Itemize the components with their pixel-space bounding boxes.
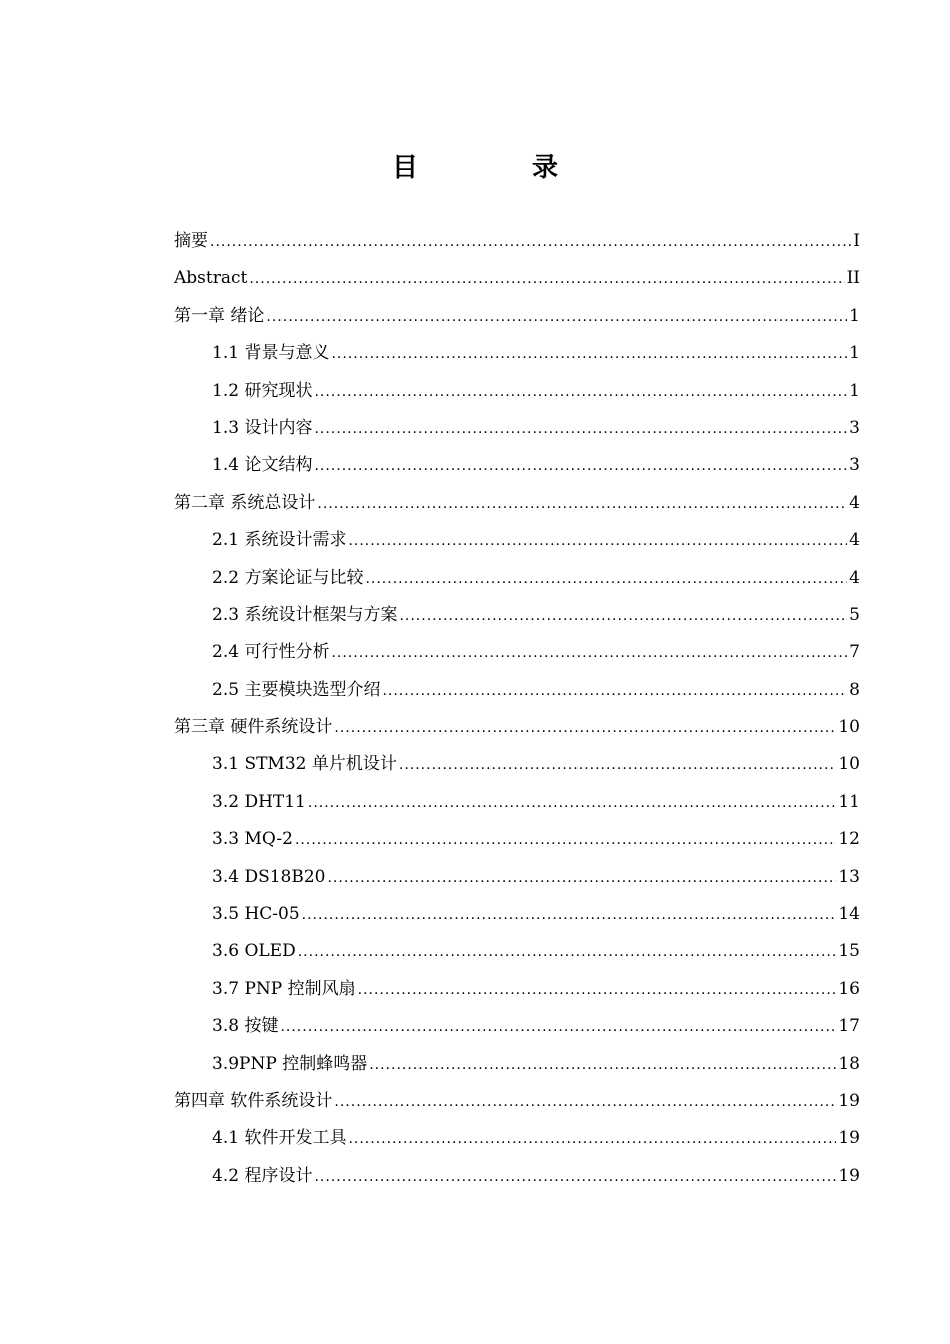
toc-dot-leader <box>302 897 837 934</box>
toc-entry[interactable] <box>174 672 860 709</box>
toc-entry-label: 摘要 <box>174 231 208 251</box>
toc-dot-leader <box>327 860 836 897</box>
toc-entry-label: 3.6 OLED <box>212 941 296 962</box>
toc-entry-page-number: 3 <box>849 455 860 476</box>
toc-dot-leader <box>314 1159 836 1196</box>
toc-entry[interactable] <box>174 821 860 858</box>
toc-entry-label: 1.4 论文结构 <box>212 455 313 476</box>
toc-entry[interactable] <box>174 746 860 783</box>
toc-entry[interactable] <box>174 859 860 896</box>
toc-entry-label: 3.7 PNP 控制风扇 <box>212 978 356 999</box>
toc-dot-leader <box>382 673 847 710</box>
toc-entry-label: 第一章 绪论 <box>174 305 265 326</box>
toc-dot-leader <box>369 1047 836 1084</box>
toc-entry-page-number: 10 <box>838 717 860 738</box>
toc-entry[interactable] <box>174 933 860 970</box>
toc-entry-label: 3.5 HC-05 <box>212 904 300 925</box>
toc-dot-leader <box>358 972 837 1009</box>
toc-entry-page-number: 1 <box>849 305 860 326</box>
toc-entry-label: 3.4 DS18B20 <box>212 866 326 887</box>
toc-entry[interactable] <box>174 597 860 634</box>
toc-entry-label: 1.3 设计内容 <box>212 417 313 438</box>
toc-entry[interactable] <box>174 447 860 484</box>
toc-dot-leader <box>314 374 847 411</box>
toc-entry-label: 3.2 DHT11 <box>212 791 306 812</box>
toc-entry-page-number: 16 <box>838 978 860 999</box>
toc-entry-page-number: 1 <box>849 380 860 401</box>
toc-entry-page-number: 5 <box>849 604 860 625</box>
toc-entry[interactable] <box>174 1008 860 1045</box>
toc-entry-page-number: 3 <box>849 417 860 438</box>
toc-entry-page-number: II <box>846 268 860 289</box>
toc-entry-label: 3.1 STM32 单片机设计 <box>212 754 397 775</box>
toc-dot-leader <box>298 934 837 971</box>
toc-entry-label: 1.2 研究现状 <box>212 380 313 401</box>
toc-dot-leader <box>314 448 847 485</box>
toc-entry-label: 2.3 系统设计框架与方案 <box>212 604 398 625</box>
toc-dot-leader <box>249 261 844 298</box>
toc-entry-page-number: 12 <box>838 829 860 850</box>
toc-entry-label: 3.9PNP 控制蜂鸣器 <box>212 1053 368 1074</box>
toc-entry[interactable] <box>174 971 860 1008</box>
toc-entry-page-number: 10 <box>838 754 860 775</box>
toc-entry-label: 2.5 主要模块选型介绍 <box>212 679 381 700</box>
toc-entry[interactable] <box>174 373 860 410</box>
toc-entry[interactable] <box>174 1046 860 1083</box>
toc-entry-label: 第三章 硬件系统设计 <box>174 717 333 738</box>
toc-entry-page-number: 18 <box>838 1053 860 1074</box>
toc-entry-page-number: 8 <box>849 679 860 700</box>
toc-entry[interactable] <box>174 1120 860 1157</box>
toc-entry-page-number: 19 <box>838 1128 860 1149</box>
toc-entry-page-number: 19 <box>838 1090 860 1111</box>
toc-entry[interactable] <box>174 522 860 559</box>
toc-entry-page-number: 15 <box>838 941 860 962</box>
toc-entry[interactable] <box>174 260 860 297</box>
toc-entry[interactable] <box>174 1158 860 1195</box>
toc-entry-label: 第二章 系统总设计 <box>174 492 316 513</box>
toc-entry-page-number: 14 <box>838 904 860 925</box>
toc-entry-label: 2.1 系统设计需求 <box>212 530 347 551</box>
toc-dot-leader <box>331 635 847 672</box>
toc-entry-label: 2.2 方案论证与比较 <box>212 567 364 588</box>
toc-entry-label: 2.4 可行性分析 <box>212 642 330 663</box>
toc-entry[interactable] <box>174 634 860 671</box>
toc-entry[interactable] <box>174 410 860 447</box>
toc-dot-leader <box>314 411 847 448</box>
toc-entry[interactable] <box>174 298 860 335</box>
toc-entry-page-number: 1 <box>849 343 860 364</box>
toc-entry-label: 第四章 软件系统设计 <box>174 1090 333 1111</box>
toc-entry-label: 4.2 程序设计 <box>212 1165 313 1186</box>
toc-dot-leader <box>348 1121 836 1158</box>
toc-dot-leader <box>266 299 847 336</box>
toc-dot-leader <box>210 224 851 261</box>
toc-entry-label: 3.3 MQ-2 <box>212 829 293 850</box>
toc-dot-leader <box>334 710 836 747</box>
toc-dot-leader <box>365 561 847 598</box>
toc-dot-leader <box>331 336 847 373</box>
toc-dot-leader <box>399 747 836 784</box>
toc-entry[interactable] <box>174 485 860 522</box>
toc-entry[interactable] <box>174 709 860 746</box>
toc-entry-page-number: 4 <box>849 567 860 588</box>
toc-dot-leader <box>334 1084 836 1121</box>
toc-dot-leader <box>295 822 836 859</box>
toc-entry[interactable] <box>174 560 860 597</box>
toc-entry-page-number: 19 <box>838 1165 860 1186</box>
toc-entry[interactable] <box>174 223 860 260</box>
toc-entry[interactable] <box>174 335 860 372</box>
toc-dot-leader <box>308 785 836 822</box>
toc-entry[interactable] <box>174 896 860 933</box>
toc-dot-leader <box>317 486 847 523</box>
toc-entry-label: 1.1 背景与意义 <box>212 343 330 364</box>
toc-entry-page-number: 11 <box>838 791 860 812</box>
toc-dot-leader <box>348 523 847 560</box>
page-title: 目 录 <box>391 153 602 183</box>
toc-dot-leader <box>399 598 847 635</box>
toc-entry-label: 4.1 软件开发工具 <box>212 1128 347 1149</box>
toc-entry-page-number: I <box>853 231 860 251</box>
toc-entry[interactable] <box>174 784 860 821</box>
toc-entry-label: Abstract <box>174 268 248 289</box>
toc-entry-page-number: 4 <box>849 530 860 551</box>
toc-entry-label: 3.8 按键 <box>212 1016 279 1037</box>
toc-entry-page-number: 7 <box>849 642 860 663</box>
toc-dot-leader <box>280 1009 836 1046</box>
toc-entry-page-number: 17 <box>838 1016 860 1037</box>
toc-entry-page-number: 4 <box>849 492 860 513</box>
toc-entry-page-number: 13 <box>838 866 860 887</box>
table-of-contents <box>174 223 860 1195</box>
toc-entry[interactable] <box>174 1083 860 1120</box>
